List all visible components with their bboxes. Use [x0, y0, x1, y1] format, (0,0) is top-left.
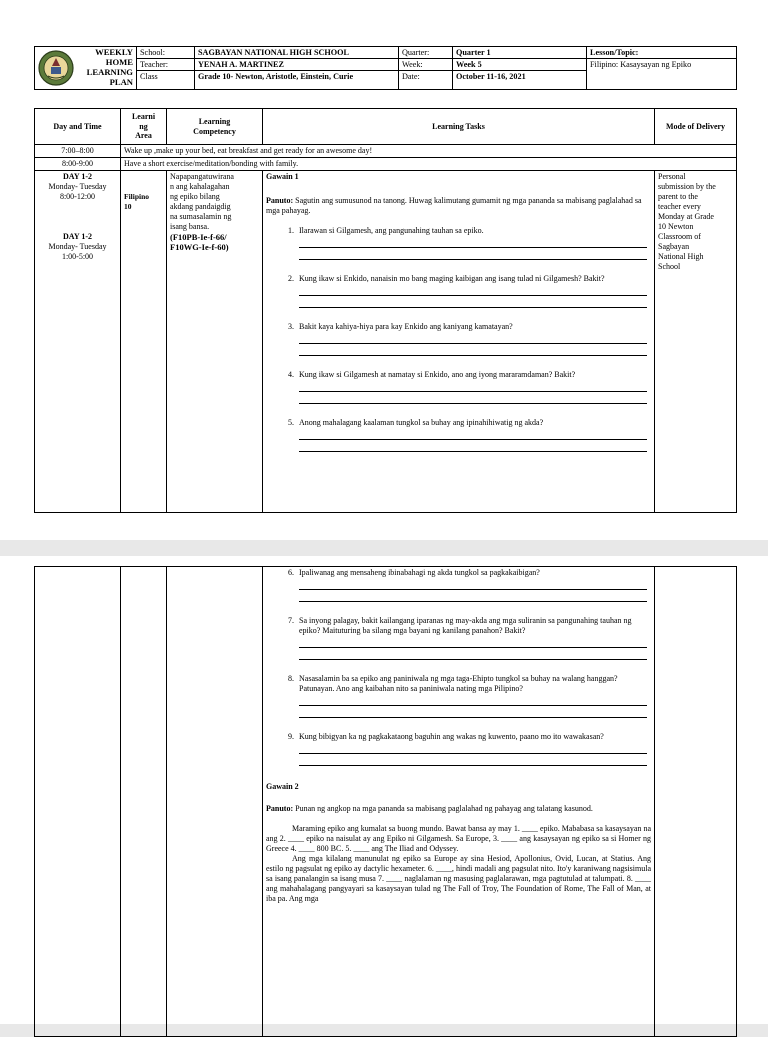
time-cell: 7:00–8:00 [35, 145, 121, 158]
answer-line[interactable] [299, 380, 647, 392]
answer-line[interactable] [299, 392, 647, 404]
col-day-time: Day and Time [35, 109, 121, 145]
question-item [296, 674, 651, 730]
schedule-text: Wake up ,make up your bed, eat breakfast and get ready for an awesome day! [121, 145, 737, 158]
mode-of-delivery-cell [655, 567, 737, 1037]
mode-line: National High [658, 252, 704, 261]
question-item [296, 732, 651, 766]
answer-line[interactable] [299, 428, 647, 440]
mode-line: School [658, 262, 681, 271]
question-item [296, 226, 651, 272]
answer-line[interactable] [299, 578, 647, 590]
question-text: Nasasalamin ba sa epiko ang paniniwala ng mga taga-Ehipto tungkol sa buhay na walang hanggan? Patunayan. Ano ang kaibahan nito sa paniniwala nating mga Pilipino? [299, 674, 618, 693]
col-text: Learni [131, 112, 156, 122]
panuto-label: Panuto: [266, 196, 294, 205]
col-competency [167, 109, 263, 145]
mode-line: parent to the [658, 192, 698, 201]
question-item [296, 418, 651, 452]
answer-line[interactable] [299, 694, 647, 706]
answer-line[interactable] [299, 248, 647, 260]
quarter-label: Quarter: [399, 47, 453, 59]
title-line: PLAN [109, 77, 133, 87]
gawain-2-instructions [266, 804, 651, 814]
answer-line[interactable] [299, 754, 647, 766]
answer-line[interactable] [299, 636, 647, 648]
answer-line[interactable] [299, 332, 647, 344]
school-logo-icon [37, 49, 87, 87]
gawain-2-title: Gawain 2 [266, 782, 299, 791]
panuto-label: Panuto: [266, 804, 294, 813]
logo-cell [35, 47, 137, 90]
competency-line: ng epiko bilang [170, 192, 220, 201]
answer-line[interactable] [299, 236, 647, 248]
answer-line[interactable] [299, 648, 647, 660]
competency-cell [167, 567, 263, 1037]
question-item [296, 568, 651, 614]
answer-line[interactable] [299, 344, 647, 356]
mode-line: Monday at Grade [658, 212, 714, 221]
date-label: Date: [399, 71, 453, 90]
lesson-value: Filipino: Kasaysayan ng Epiko [587, 59, 737, 90]
answer-line[interactable] [299, 284, 647, 296]
question-text: Ipaliwanag ang mensaheng ibinabahagi ng akda tungkol sa pagkakaibigan? [299, 568, 540, 577]
col-text: Learning [198, 117, 231, 126]
mode-line: teacher every [658, 202, 701, 211]
competency-line: n ang kahalagahan [170, 182, 230, 191]
schedule-text: Have a short exercise/meditation/bonding with family. [121, 158, 737, 171]
gawain-1-instructions [266, 196, 651, 216]
subject-text: 10 [124, 202, 132, 211]
day-time-cell [35, 567, 121, 1037]
question-text: Kung ikaw si Gilgamesh at namatay si Enkido, ano ang iyong mararamdaman? Bakit? [299, 370, 576, 379]
question-item [296, 616, 651, 672]
school-value: SAGBAYAN NATIONAL HIGH SCHOOL [195, 47, 399, 59]
col-learning-tasks: Learning Tasks [263, 109, 655, 145]
answer-line[interactable] [299, 440, 647, 452]
question-text: Sa inyong palagay, bakit kailangang iparanas ng may-akda ang mga suliranin sa pangunahing tauhan ng epiko? Maituturing ba silang mga bayani ng kanilang panahon? Bakit? [299, 616, 632, 635]
competency-line: isang bansa. [170, 222, 210, 231]
question-list [266, 226, 651, 452]
gawain-2-paragraph: Maraming epiko ang kumalat sa buong mundo. Bawat bansa ay may 1. ____ epiko. Mababasa sa kasaysayan na ang 2. ____ epiko na naisulat ay ang Epiko ni Gilgamesh. Sa Europe, 3. ____ ang kasaysayan ng epiko sa si Homer ng Greece 4. ____ 800 BC. 5. ____ ang The Iliad and Odyssey. [266, 824, 651, 853]
question-list [266, 568, 651, 766]
date-value: October 11-16, 2021 [453, 71, 587, 90]
answer-line[interactable] [299, 706, 647, 718]
mode-line: Sagbayan [658, 242, 690, 251]
title-line: WEEKLY [95, 47, 133, 57]
competency-line: akdang pandaigdig [170, 202, 231, 211]
mode-line: Classroom of [658, 232, 701, 241]
day-label: DAY 1-2 [63, 172, 92, 181]
competency-line: Napapangatuwirana [170, 172, 234, 181]
answer-line[interactable] [299, 296, 647, 308]
week-value: Week 5 [453, 59, 587, 71]
competency-code: F10WG-Ie-f-60) [170, 242, 229, 252]
question-item [296, 370, 651, 416]
question-text: Kung bibigyan ka ng pagkakataong baguhin ang wakas ng kuwento, paano mo ito wawakasan? [299, 732, 604, 741]
gawain-2-paragraph: Ang mga kilalang manunulat ng epiko sa Europe ay sina Hesiod, Apollonius, Ovid, Lucan, at Statius. Ang estilo ng pagsulat ng epiko ay dactylic hexameter. 6. ____, hindi madali ang pagsulat nito. Ito'y karaniwang nagsisimula sa isang panalangin sa isang musa 7. ____ naglalaman ng masusing paglalarawan, mga pagtutulad at talumpati. 8. ____ ang mahahalagang pangyayari sa kasaysayan tulad ng The Fall of Troy, The Foundation of Rome, The Fall of Man, at iba pa. Ang mga [266, 854, 651, 903]
lesson-label: Lesson/Topic: [587, 47, 737, 59]
learning-plan-table [34, 108, 737, 513]
day-label: DAY 1-2 [63, 232, 92, 241]
mode-of-delivery-cell [655, 171, 737, 513]
question-text: Ilarawan si Gilgamesh, ang pangunahing tauhan sa epiko. [299, 226, 484, 235]
day-text: 8:00-12:00 [59, 192, 96, 201]
subject-text: Filipino [124, 192, 150, 201]
mode-line: Personal [658, 172, 686, 181]
teacher-label: Teacher: [137, 59, 195, 71]
title-line: LEARNING [86, 67, 133, 77]
time-cell: 8:00-9:00 [35, 158, 121, 171]
learning-tasks-cell [263, 567, 655, 1037]
day-text: Monday- Tuesday [48, 242, 107, 251]
week-label: Week: [399, 59, 453, 71]
question-text: Anong mahalagang kaalaman tungkol sa buhay ang ipinahihiwatig ng akda? [299, 418, 544, 427]
page-2 [0, 556, 768, 1024]
day-text: 1:00-5:00 [61, 252, 94, 261]
gawain-1-title: Gawain 1 [266, 172, 299, 181]
col-learning-area [121, 109, 167, 145]
col-text: ng [139, 121, 148, 131]
class-label: Class [137, 71, 195, 90]
learning-area-cell [121, 171, 167, 513]
mode-line: submission by the [658, 182, 716, 191]
day-time-cell [35, 171, 121, 513]
question-item [296, 322, 651, 368]
quarter-value: Quarter 1 [453, 47, 587, 59]
class-value: Grade 10- Newton, Aristotle, Einstein, Curie [195, 71, 399, 90]
header-table [34, 46, 737, 90]
competency-line: na sumasalamin ng [170, 212, 232, 221]
competency-code: (F10PB-Ie-f-66/ [170, 232, 227, 242]
col-text: Area [135, 131, 152, 141]
answer-line[interactable] [299, 742, 647, 754]
panuto-text: Punan ng angkop na mga pananda sa mabisang paglalahad ng pahayag ang talatang kasunod. [295, 804, 593, 813]
weekly-home-learning-plan-title [87, 47, 133, 87]
learning-plan-table-continued [34, 566, 737, 1037]
competency-cell [167, 171, 263, 513]
question-item [296, 274, 651, 320]
teacher-value: YENAH A. MARTINEZ [195, 59, 399, 71]
question-text: Kung ikaw si Enkido, nanaisin mo bang maging kaibigan ang isang tulad ni Gilgamesh? Bakit? [299, 274, 605, 283]
panuto-text: Sagutin ang sumusunod na tanong. Huwag kalimutang gumamit ng mga pananda sa mabisang paglalahad sa mga pahayag. [266, 196, 642, 215]
mode-line: 10 Newton [658, 222, 694, 231]
school-label: School: [137, 47, 195, 59]
col-mode-delivery: Mode of Delivery [655, 109, 737, 145]
question-text: Bakit kaya kahiya-hiya para kay Enkido ang kaniyang kamatayan? [299, 322, 513, 331]
col-text: Competency [193, 126, 236, 136]
title-line: HOME [105, 57, 133, 67]
learning-tasks-cell [263, 171, 655, 513]
learning-area-cell [121, 567, 167, 1037]
answer-line[interactable] [299, 590, 647, 602]
day-text: Monday- Tuesday [48, 182, 107, 191]
